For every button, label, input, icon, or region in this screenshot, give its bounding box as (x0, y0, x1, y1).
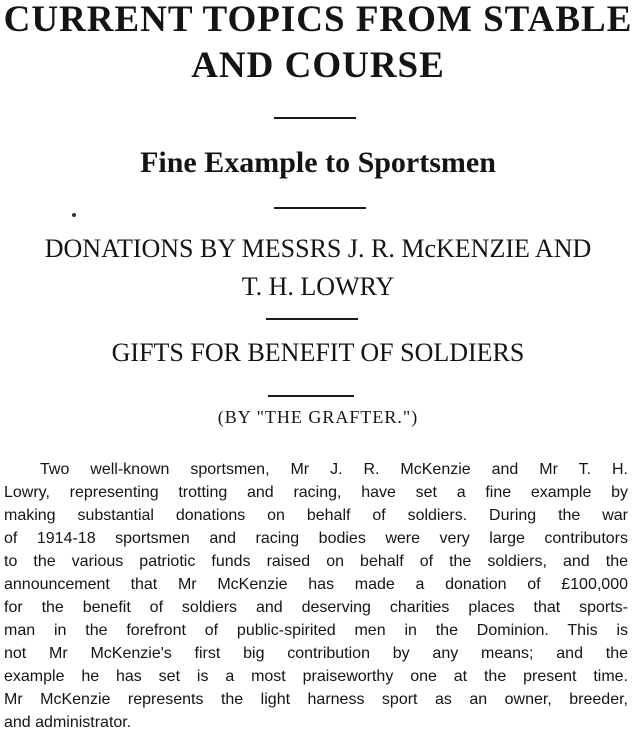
deck-secondary: GIFTS FOR BENEFIT OF SOLDIERS (111, 338, 525, 367)
deck-line-2: T. H. LOWRY (241, 272, 395, 301)
body-line: man in the forefront of public-spirited men in the Dominion. This is (4, 622, 628, 639)
body-line: making substantial donations on behalf of soldiers. During the war (4, 507, 628, 524)
body-line: Lowry, representing trotting and racing, have set a fine example by (4, 484, 628, 501)
divider-rule (274, 117, 356, 119)
divider-rule (268, 395, 354, 397)
body-line: for the benefit of soldiers and deserving charities places that sports- (4, 599, 628, 616)
body-line: to the various patriotic funds raised on behalf of the soldiers, and the (4, 553, 628, 570)
body-line: of 1914-18 sportsmen and racing bodies were very large contributors (4, 530, 628, 547)
body-line: not Mr McKenzie's first big contribution by any means; and the (4, 645, 628, 662)
headline-line-2: AND COURSE (191, 45, 445, 86)
subheadline: Fine Example to Sportsmen (140, 146, 496, 179)
deck-line-1: DONATIONS BY MESSRS J. R. McKENZIE AND (44, 234, 592, 263)
body-line: announcement that Mr McKenzie has made a donation of £100,000 (4, 576, 628, 593)
body-line: and administrator. (4, 714, 132, 731)
divider-rule (266, 318, 358, 320)
body-line: Mr McKenzie represents the light harness sport as an owner, breeder, (4, 691, 628, 708)
divider-rule (274, 207, 366, 209)
body-line: example he has set is a most praiseworthy one at the present time. (4, 668, 628, 685)
print-speck (72, 213, 76, 217)
byline: (BY "THE GRAFTER.") (217, 407, 419, 427)
body-line: Two well-known sportsmen, Mr J. R. McKenzie and Mr T. H. (40, 461, 628, 478)
headline-line-1: CURRENT TOPICS FROM STABLE (3, 0, 633, 40)
